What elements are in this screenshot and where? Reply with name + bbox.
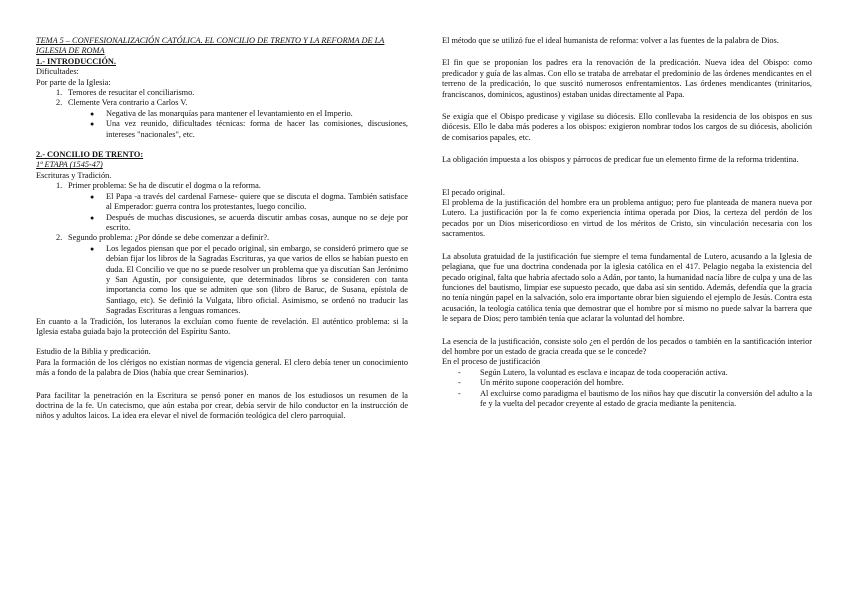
bullet-text: Una vez reunido, dificultades técnicas: forma de hacer las comisiones, discusiones, intereses "nacionales", etc.	[106, 119, 408, 139]
dash-text: Un mérito supone cooperación del hombre.	[480, 378, 624, 388]
dash-icon: -	[458, 378, 461, 388]
item-text: Clemente Vera contrario a Carlos V.	[68, 98, 188, 108]
escrituras-label: Escrituras y Tradición.	[36, 170, 112, 180]
right-column	[442, 36, 812, 409]
bullet-item	[36, 244, 408, 317]
obligacion-paragraph: La obligación impuesta a los obispos y párrocos de predicar fue un elemento firme de la reforma tridentina.	[442, 155, 799, 165]
bullet-icon: ●	[90, 109, 95, 118]
bullet-item	[36, 213, 408, 234]
numbered-item	[36, 98, 408, 108]
item-number: 2.	[56, 233, 63, 243]
estudio-paragraph-2: Para facilitar la penetración en la Escritura se pensó poner en manos de los estudiosos un resumen de la doctrina de la fe. Un catecismo, que aún estaba por crear, debía servir de hilo conductor en la instrucción de niños y adultos laicos. La idea era elevar el nivel de formación teológica del clero parroquial.	[36, 390, 408, 421]
item-text: Primer problema: Se ha de discutir el dogma o la reforma.	[68, 181, 261, 191]
item-text: Segundo problema: ¿Por dónde se debe comenzar a definir?.	[68, 233, 270, 243]
item-number: 1.	[56, 181, 63, 191]
document-title: TEMA 5 – CONFESIONALIZACIÓN CATÓLICA. EL CONCILIO DE TRENTO Y LA REFORMA DE LA IGLESIA DE ROMA	[36, 36, 385, 56]
bullet-text: Después de muchas discusiones, se acuerda discutir ambas cosas, aunque no se deje por escrito.	[106, 212, 408, 232]
por-parte-label: Por parte de la Iglesia:	[36, 77, 111, 87]
fin-paragraph: El fin que se proponían los padres era la renovación de la predicación. Nueva idea del Obispo: como predicador y guía de las almas. Con ello se trataba de arrebatar el predominio de las órdenes mendicantes en el terreno de la predicación, lo que suscitó numerosos enfrentamientos. Las órdenes mendicantes (trinitarios, franciscanos, dominicos, agustinos) estaban unidas directamente al Papa.	[442, 58, 812, 99]
pecado-heading: El pecado original.	[442, 187, 505, 197]
estudio-paragraph-1: Para la formación de los clérigos no existían normas de vigencia general. El clero debía tener un conocimiento más a fondo de la palabra de Dios (había que crear Seminarios).	[36, 357, 408, 378]
numbered-item	[36, 233, 408, 243]
obispo-paragraph: Se exigía que el Obispo predicase y vigilase su diócesis. Ello conllevaba la residencia de los obispos en sus diócesis. Ello le daba más poderes a los obispos: exigieron nombrar todos los cargos de su diócesis, abolición de comisarios papales, etc.	[442, 112, 812, 142]
bullet-item	[36, 192, 408, 213]
dash-icon: -	[458, 388, 461, 398]
bullet-item	[36, 109, 408, 119]
esencia-paragraph: La esencia de la justificación, consiste solo ¿en el perdón de los pecados o también en la santificación interior del hombre por un estado de gracia creada que se le concede?	[442, 336, 812, 356]
item-number: 2.	[56, 98, 63, 108]
bullet-icon: ●	[90, 192, 95, 201]
bullet-text: Negativa de las monarquías para mantener el levantamiento en el Imperio.	[106, 108, 353, 118]
bullet-icon: ●	[90, 244, 95, 253]
bullet-icon: ●	[90, 213, 95, 222]
bullet-item	[36, 119, 408, 140]
numbered-item	[36, 181, 408, 191]
bullet-text: Los legados piensan que por el pecado original, sin embargo, se consideró primero que se debían fijar los libros de la Sagradas Escrituras, ya que varios de ellos se habían puesto en duda. El Concilio ve que no se puede resolver un problema que ya discutían San Jerónimo y San Agustín, por consiguiente, que determinados libros se consideren con tanta importancia como los que se admiten que son (libro de Baruc, de Susana, epístola de Santiago, etc). Se definió la Vulgata, libro oficial. Asimismo, se ordenó no traducir las Sagradas Escrituras a lenguas romances.	[106, 243, 408, 316]
item-number: 1.	[56, 88, 63, 98]
bullet-icon: ●	[90, 120, 95, 129]
dash-item	[442, 378, 812, 388]
dificultades-label: Dificultades:	[36, 67, 79, 77]
bullet-text: El Papa -a través del cardenal Farnese- quiere que se discuta el dogma. También satisface al Emperador: guerra contra los protestantes, luego concilio.	[106, 191, 408, 212]
dash-text: Al excluirse como paradigma el bautismo de los niños hay que discutir la conversión del adulto a la fe y la vuelta del pecador creyente al estado de gracia mediante la penitencia.	[480, 388, 812, 408]
gratuidad-paragraph: La absoluta gratuidad de la justificación fue siempre el tema fundamental de Lutero, acusando a la Iglesia de pelagiana, que fue una doctrina condenada por la iglesia católica en el 417. Pelagio negaba la existencia del pecado original, falta que habría afectado solo a Adán, por tanto, la humanidad nacía libre de culpa y una de las funciones del bautismo, limpiar ese supuesto pecado, que daba así sin sentido. Además, defendía que la gracia no tenía ningún papel en la salvación, solo era importante obrar bien siguiendo el ejemplo de Jesús. Contra esta acusación, la teología católica tenía que demostrar que el hombre por sí mismo no puede salvar la barrera que le separa de Dios; pero también tenía que aclarar la voluntad del hombre.	[442, 251, 812, 324]
numbered-item	[36, 88, 408, 98]
dash-item	[442, 389, 812, 410]
dash-icon: -	[458, 367, 461, 377]
etapa-heading: 1ª ETAPA (1545-47)	[36, 160, 103, 170]
dash-item	[442, 368, 812, 378]
estudio-heading: Estudio de la Biblia y predicación.	[36, 347, 151, 357]
item-text: Temores de resucitar el conciliarismo.	[68, 88, 195, 98]
section-heading-introduccion: 1.- INTRODUCCIÓN.	[36, 56, 116, 66]
left-column	[36, 36, 408, 422]
section-heading-concilio: 2.- CONCILIO DE TRENTO:	[36, 150, 144, 160]
tradicion-paragraph: En cuanto a la Tradición, los luteranos la excluían como fuente de revelación. El auténtico problema: si la Iglesia estaba guiada bajo la protección del Espíritu Santo.	[36, 316, 408, 336]
pecado-paragraph: El problema de la justificación del hombre era un problema antiguo; pero fue planteada de manera nueva por Lutero. La justificación por la fe como experiencia íntima operada por Dios, la certeza del perdón de los pecados por un Dios misericordioso en virtud de los méritos de Cristo, sin vinculación necesaria con los sacramentos.	[442, 198, 812, 239]
proceso-label: En el proceso de justificación	[442, 357, 541, 367]
metodo-paragraph: El método que se utilizó fue el ideal humanista de reforma: volver a las fuentes de la palabra de Dios.	[442, 36, 779, 45]
dash-text: Según Lutero, la voluntad es esclava e incapaz de toda cooperación activa.	[480, 367, 728, 377]
